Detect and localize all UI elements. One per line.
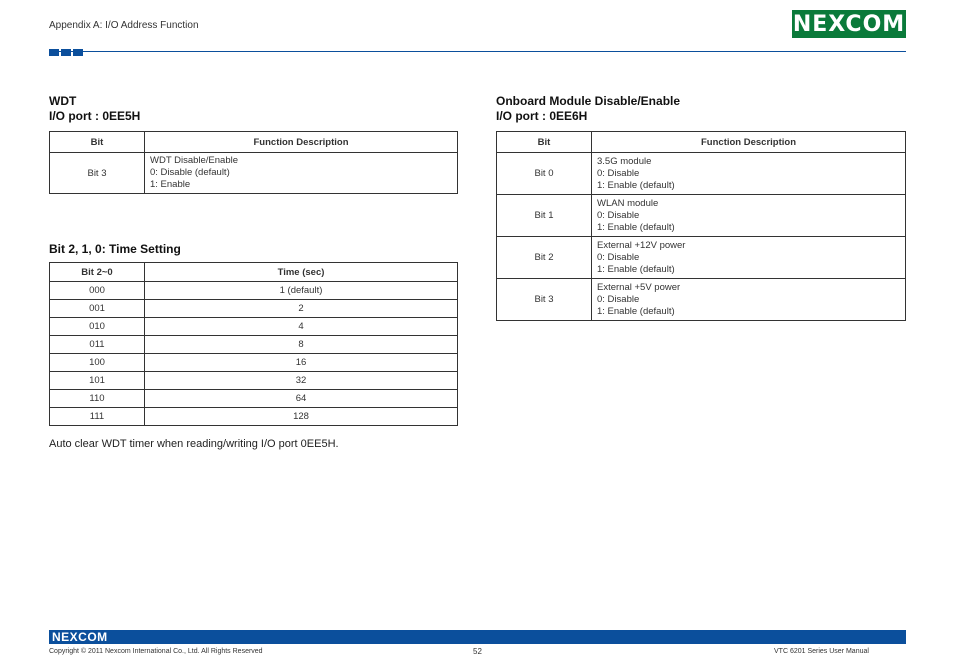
wdt-col-bit: Bit	[50, 132, 145, 153]
bits-cell: 001	[50, 300, 145, 318]
seconds-cell: 2	[145, 300, 458, 318]
section-label: Appendix A: I/O Address Function	[49, 20, 199, 31]
desc-line: 1: Enable	[150, 179, 191, 190]
onboard-col-desc: Function Description	[592, 132, 906, 153]
wdt-desc-cell	[145, 153, 458, 194]
seconds-cell: 64	[145, 390, 458, 408]
table-row	[497, 237, 906, 279]
desc-line: 1: Enable (default)	[597, 305, 675, 317]
table-row	[497, 153, 906, 195]
seconds-cell: 32	[145, 372, 458, 390]
table-row	[50, 153, 458, 194]
bits-cell: 111	[50, 408, 145, 426]
bits-cell: 011	[50, 336, 145, 354]
table-row	[50, 336, 458, 354]
manual-title: VTC 6201 Series User Manual	[774, 648, 869, 655]
desc-line: External +12V power	[597, 239, 686, 251]
onboard-desc-cell	[592, 195, 906, 237]
table-row	[50, 300, 458, 318]
time-col-seconds: Time (sec)	[145, 263, 458, 282]
table-row	[50, 354, 458, 372]
bits-cell: 010	[50, 318, 145, 336]
seconds-cell: 4	[145, 318, 458, 336]
desc-line: 1: Enable (default)	[597, 221, 675, 233]
auto-clear-note: Auto clear WDT timer when reading/writing I/O port 0EE5H.	[49, 438, 339, 450]
desc-line: WLAN module	[597, 197, 659, 209]
desc-line: 0: Disable	[597, 209, 640, 221]
table-row	[50, 282, 458, 300]
onboard-bit-cell: Bit 3	[497, 279, 592, 321]
table-row	[50, 372, 458, 390]
onboard-col-bit: Bit	[497, 132, 592, 153]
onboard-desc-cell	[592, 237, 906, 279]
bits-cell: 100	[50, 354, 145, 372]
desc-line: 3.5G module	[597, 155, 652, 167]
page-number: 52	[473, 647, 482, 656]
seconds-cell: 8	[145, 336, 458, 354]
onboard-port: I/O port : 0EE6H	[496, 109, 588, 123]
nexcom-logo: NEXCOM	[792, 11, 906, 37]
wdt-bit-cell: Bit 3	[50, 153, 145, 194]
copyright-text: Copyright © 2011 Nexcom International Co., Ltd. All Rights Reserved	[49, 648, 263, 655]
onboard-bit-cell: Bit 1	[497, 195, 592, 237]
bits-cell: 000	[50, 282, 145, 300]
seconds-cell: 1 (default)	[145, 282, 458, 300]
onboard-bit-cell: Bit 2	[497, 237, 592, 279]
table-row	[497, 279, 906, 321]
onboard-table	[496, 131, 906, 321]
time-col-bits: Bit 2~0	[50, 263, 145, 282]
header-squares	[49, 49, 83, 56]
wdt-port: I/O port : 0EE5H	[49, 109, 141, 123]
desc-line: 0: Disable	[597, 293, 640, 305]
onboard-desc-cell	[592, 153, 906, 195]
desc-line: External +5V power	[597, 281, 681, 293]
desc-line: 0: Disable (default)	[150, 167, 230, 178]
desc-line: 0: Disable	[597, 167, 640, 179]
seconds-cell: 128	[145, 408, 458, 426]
onboard-title: Onboard Module Disable/Enable	[496, 94, 681, 108]
bits-cell: 101	[50, 372, 145, 390]
table-row	[50, 390, 458, 408]
desc-line: 1: Enable (default)	[597, 263, 675, 275]
onboard-desc-cell	[592, 279, 906, 321]
wdt-title: WDT	[49, 94, 77, 108]
wdt-col-desc: Function Description	[145, 132, 458, 153]
time-setting-title: Bit 2, 1, 0: Time Setting	[49, 242, 181, 256]
desc-line: 0: Disable	[597, 251, 640, 263]
header-rule	[49, 51, 906, 52]
footer-bar	[49, 630, 906, 644]
table-row	[50, 408, 458, 426]
desc-line: WDT Disable/Enable	[150, 155, 239, 166]
onboard-bit-cell: Bit 0	[497, 153, 592, 195]
table-row	[50, 318, 458, 336]
seconds-cell: 16	[145, 354, 458, 372]
wdt-table	[49, 131, 458, 194]
bits-cell: 110	[50, 390, 145, 408]
table-row	[497, 195, 906, 237]
footer-logo: NEXCOM	[52, 630, 108, 644]
desc-line: 1: Enable (default)	[597, 179, 675, 191]
time-setting-table	[49, 262, 458, 426]
